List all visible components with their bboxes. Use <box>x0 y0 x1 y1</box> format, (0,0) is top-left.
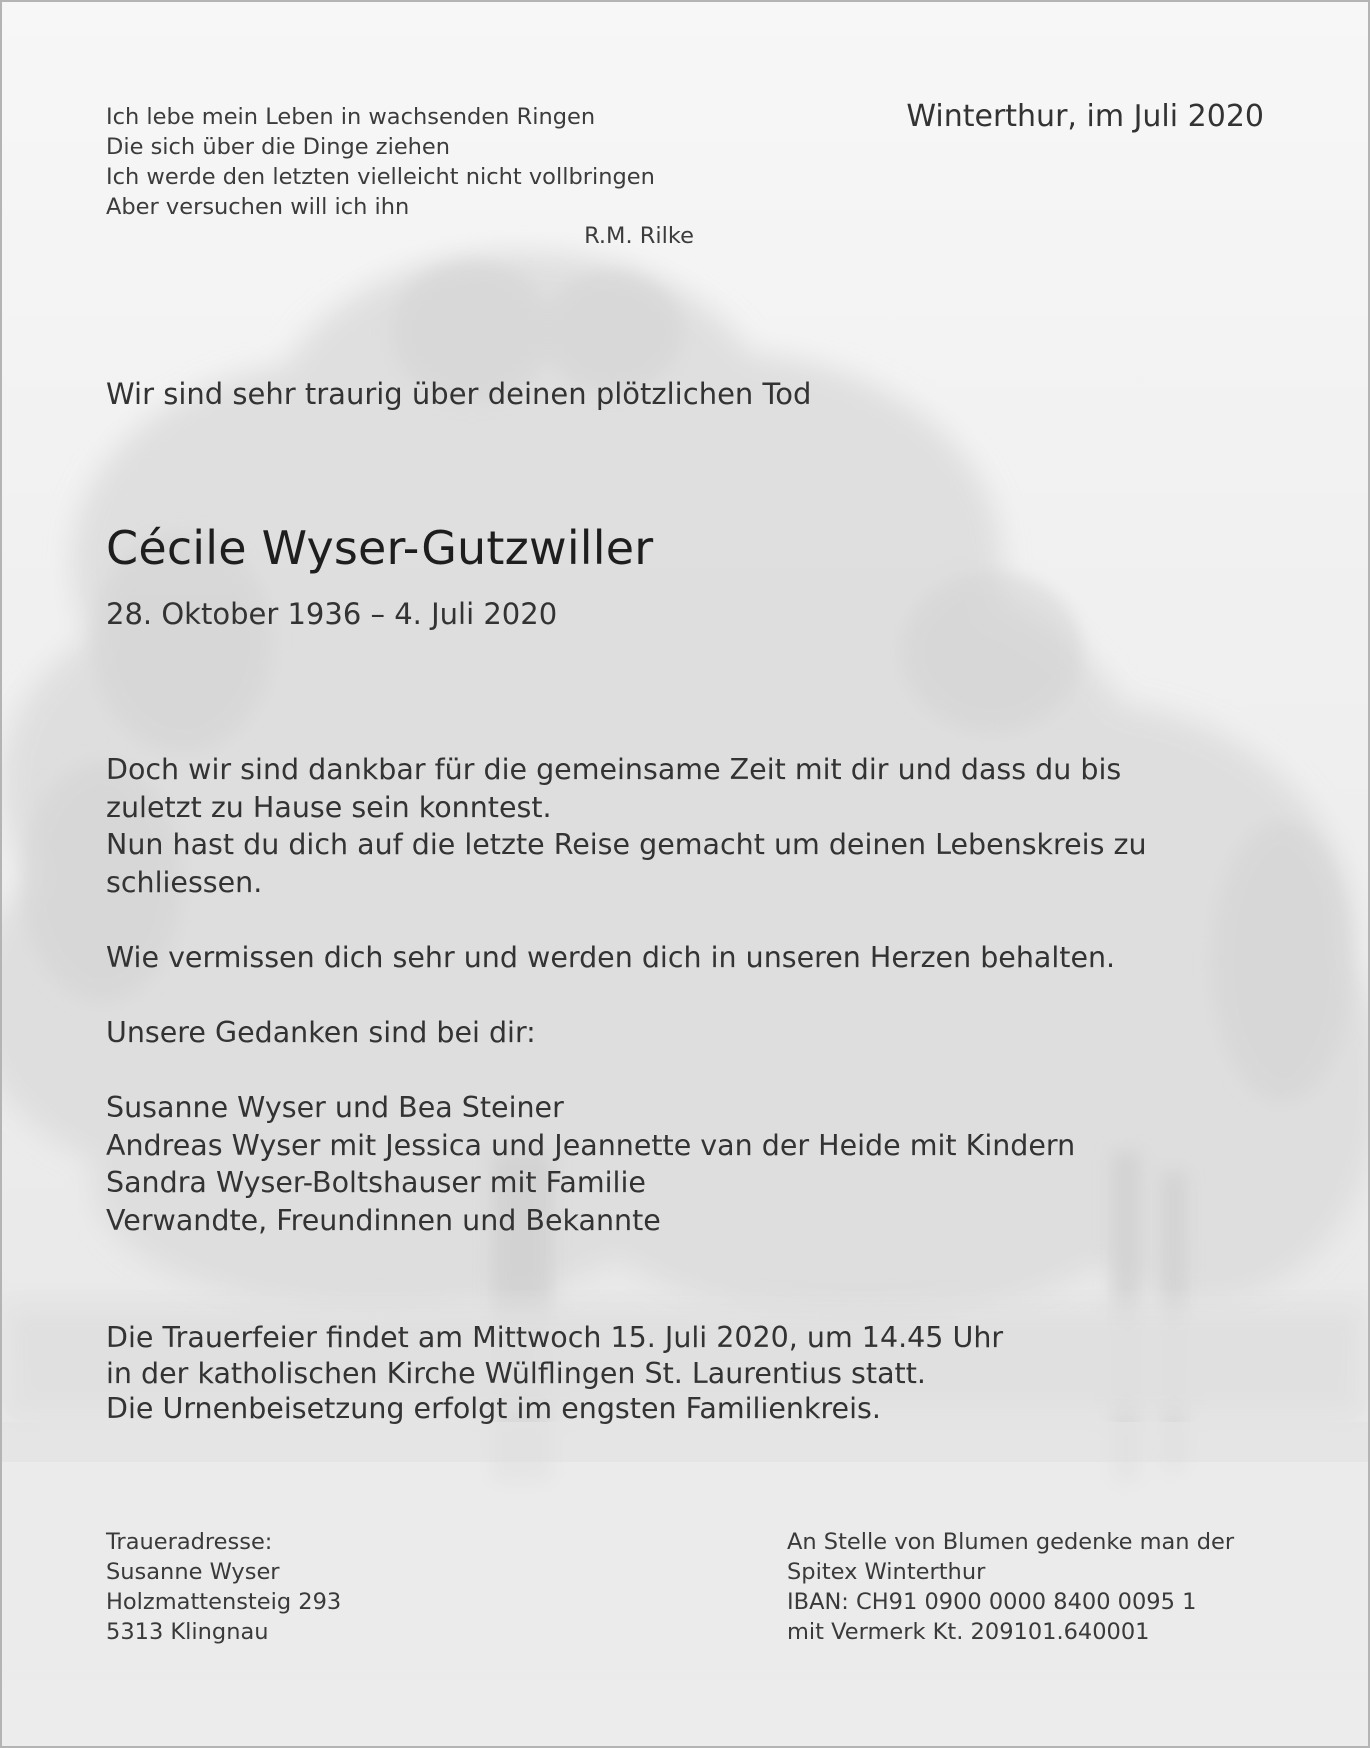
message-paragraph-2: Wie vermissen dich sehr und werden dich in unseren Herzen behalten. <box>106 941 1116 974</box>
ceremony-line: in der katholischen Kirche Wülflingen St. Laurentius statt. <box>106 1356 926 1390</box>
address-label: Traueradresse: <box>106 1529 273 1555</box>
message-line: zuletzt zu Hause sein konntest. <box>106 790 552 824</box>
message-line: schliessen. <box>106 865 263 899</box>
ceremony-line: Die Trauerfeier findet am Mittwoch 15. Juli 2020, um 14.45 Uhr <box>106 1321 1004 1354</box>
mourner-entry: Susanne Wyser und Bea Steiner <box>106 1091 564 1124</box>
donation-recipient: Spitex Winterthur <box>787 1559 986 1585</box>
deceased-name: Cécile Wyser-Gutzwiller <box>106 521 654 575</box>
mourner-entry: Sandra Wyser-Boltshauser mit Familie <box>106 1166 646 1199</box>
address-city: 5313 Klingnau <box>106 1619 269 1645</box>
life-dates: 28. Oktober 1936 – 4. Juli 2020 <box>106 597 558 631</box>
donation-iban: IBAN: CH91 0900 0000 8400 0095 1 <box>787 1589 1197 1615</box>
mourner-entry: Verwandte, Freundinnen und Bekannte <box>106 1203 661 1237</box>
ceremony-line: Die Urnenbeisetzung erfolgt im engsten Familienkreis. <box>106 1392 881 1425</box>
donation-line: An Stelle von Blumen gedenke man der <box>787 1529 1235 1555</box>
donation-info <box>787 1527 1234 1647</box>
message-line: Nun hast du dich auf die letzte Reise gemacht um deinen Lebenskreis zu <box>106 828 1147 861</box>
poem <box>106 102 706 222</box>
intro-text: Wir sind sehr traurig über deinen plötzlichen Tod <box>106 377 812 411</box>
poem-line: Ich lebe mein Leben in wachsenden Ringen <box>106 104 596 130</box>
poem-line: Die sich über die Dinge ziehen <box>106 134 451 160</box>
poem-author: R.M. Rilke <box>584 223 694 249</box>
ceremony-info <box>106 1320 1003 1427</box>
mourning-address <box>106 1527 341 1647</box>
place-date: Winterthur, im Juli 2020 <box>906 99 1264 134</box>
message-paragraph-1 <box>106 751 1256 901</box>
message-line: Doch wir sind dankbar für die gemeinsame Zeit mit dir und dass du bis <box>106 753 1122 786</box>
address-name: Susanne Wyser <box>106 1559 280 1585</box>
mourner-entry: Andreas Wyser mit Jessica und Jeannette van der Heide mit Kindern <box>106 1128 1076 1162</box>
poem-line: Aber versuchen will ich ihn <box>106 194 410 220</box>
mourners-list <box>106 1089 1075 1239</box>
donation-reference: mit Vermerk Kt. 209101.640001 <box>787 1619 1150 1645</box>
poem-line: Ich werde den letzten vielleicht nicht vollbringen <box>106 164 655 190</box>
address-street: Holzmattensteig 293 <box>106 1589 342 1615</box>
message-paragraph-3: Unsere Gedanken sind bei dir: <box>106 1016 536 1049</box>
